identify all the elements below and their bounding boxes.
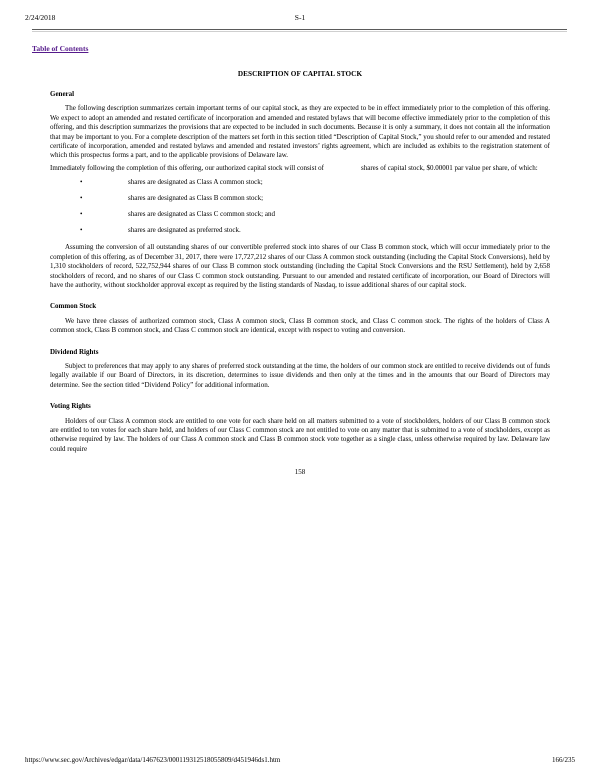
paragraph-general-1: The following description summarizes certain important terms of our capital stock, as they are expected to be in effect immediately prior to the completion of this offering. We expect to adopt an amended and restated certificate of incorporation and amended and restated bylaws that will become effective immediately prior to the completion of this offering, and this description summarizes the provisions that are expected to be included in such documents. Because it is only a summary, it does not contain all the information that may be important to you. For a complete description of the matters set forth in this section titled “Description of Capital Stock,” you should refer to our amended and restated certificate of incorporation, amended and restated bylaws and amended and restated investors’ rights agreement, which are included as exhibits to the registration statement of which this prospectus forms a part, and to the applicable provisions of Delaware law. (50, 104, 550, 160)
section-heading-dividend-rights: Dividend Rights (50, 347, 99, 356)
footer-page-indicator: 166/235 (552, 756, 575, 764)
paragraph-authorized-capital-tail: shares of capital stock, $0.00001 par value per share, of which: (360, 163, 538, 172)
share-class-bullet-list (50, 178, 550, 235)
bullet-item-class-c (50, 210, 550, 219)
bullet-item-class-a (50, 178, 550, 187)
print-date: 2/24/2018 (25, 13, 56, 22)
print-doc-type: S-1 (294, 13, 306, 22)
bullet-item-label: shares are designated as Class C common stock; and (128, 210, 275, 219)
section-heading-general: General (50, 90, 75, 98)
bullet-item-class-b (50, 194, 550, 203)
bullet-icon: • (80, 194, 83, 203)
paragraph-common-stock: We have three classes of authorized common stock, Class A common stock, Class B common stock, and Class C common stock. The rights of the holders of Class A common stock, Class B common stock, and Class C common stock are identical, except with respect to voting and conversion. (50, 316, 550, 335)
document-page-number: 158 (294, 468, 306, 477)
paragraph-authorized-capital (50, 164, 550, 173)
paragraph-voting-rights: Holders of our Class A common stock are entitled to one vote for each share held on all matters submitted to a vote of stockholders, holders of our Class B common stock are entitled to ten votes for each share held, and holders of our Class C common stock are not entitled to vote on any matter that is submitted to a vote of stockholders, except as otherwise required by law. The holders of our Class A common stock and Class B common stock vote together as a single class, unless otherwise required by law. Delaware law could require (50, 416, 550, 453)
print-footer (25, 756, 575, 764)
paragraph-outstanding-shares: Assuming the conversion of all outstanding shares of our convertible preferred stock into shares of our Class B common stock, which will occur immediately prior to the completion of this offering, as of December 31, 2017, there were 17,727,212 shares of our Class A common stock outstanding (including the Capital Stock Conversions), held by 1,310 stockholders of record, 522,752,944 shares of our Class B common stock outstanding (including the Capital Stock Conversions and the RSU Settlement), held by 2,658 stockholders of record, and no shares of our Class C common stock outstanding. Pursuant to our amended and restated certificate of incorporation, our Board of Directors will have the authority, without stockholder approval except as required by the listing standards of Nasdaq, to issue additional shares of our capital stock. (50, 243, 550, 289)
section-heading-common-stock: Common Stock (50, 302, 97, 311)
footer-url: https://www.sec.gov/Archives/edgar/data/1467623/000119312518055809/d451946ds1.htm (25, 756, 281, 764)
bullet-item-label: shares are designated as Class A common stock; (128, 178, 263, 187)
table-of-contents-link[interactable]: Table of Contents (32, 44, 89, 53)
bullet-icon: • (80, 178, 83, 187)
bullet-item-preferred (50, 226, 550, 235)
section-heading-voting-rights: Voting Rights (50, 402, 91, 411)
bullet-item-label: shares are designated as preferred stock. (128, 225, 241, 234)
bullet-icon: • (80, 210, 83, 219)
bullet-item-label: shares are designated as Class B common stock; (128, 194, 264, 203)
document-title: DESCRIPTION OF CAPITAL STOCK (237, 70, 363, 78)
bullet-icon: • (80, 225, 83, 234)
document-content (50, 90, 550, 478)
paragraph-authorized-capital-lead: Immediately following the completion of this offering, our authorized capital stock will consist of (50, 163, 324, 172)
paragraph-dividend-rights: Subject to preferences that may apply to any shares of preferred stock outstanding at the time, the holders of our common stock are entitled to receive dividends out of funds legally available if our Board of Directors, in its discretion, determines to issue dividends and then only at the times and in the amounts that our Board of Directors may determine. See the section titled “Dividend Policy” for additional information. (50, 362, 550, 389)
